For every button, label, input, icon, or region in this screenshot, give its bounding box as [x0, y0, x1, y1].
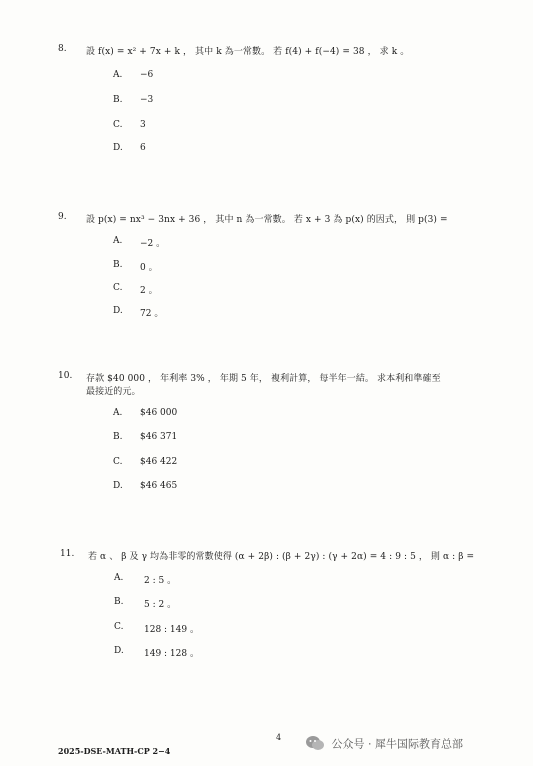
option-text: $46 422	[140, 457, 178, 467]
option-text: 6	[140, 143, 146, 153]
question-number: 10.	[58, 371, 73, 381]
exam-code: 2025-DSE-MATH-CP 2−4	[58, 746, 171, 756]
option-text: 3	[140, 120, 146, 130]
option-letter: B.	[113, 432, 123, 442]
question-number: 11.	[60, 549, 75, 559]
option-letter: A.	[113, 236, 123, 246]
watermark	[305, 735, 463, 754]
option-letter: B.	[114, 597, 124, 607]
option-letter: D.	[113, 306, 123, 316]
option-letter: A.	[113, 408, 123, 418]
option-text: 128 : 149 。	[144, 625, 199, 635]
option-text: $46 000	[140, 408, 178, 418]
option-letter: B.	[113, 260, 123, 270]
question-text: 設 f(x) = x² + 7x + k ， 其中 k 為一常數。 若 f(4) + f(−4) = 38 ， 求 k 。	[86, 47, 410, 57]
option-text: 72 。	[140, 309, 164, 319]
option-text: $46 465	[140, 481, 178, 491]
option-letter: C.	[114, 622, 124, 632]
question-number: 8.	[58, 44, 67, 54]
option-text: 5 : 2 。	[144, 600, 177, 610]
option-text: 2 。	[140, 286, 158, 296]
option-text: $46 371	[140, 432, 178, 442]
option-text: 149 : 128 。	[144, 649, 199, 659]
watermark-text: 公众号 · 犀牛国际教育总部	[331, 737, 463, 751]
option-letter: C.	[113, 457, 123, 467]
option-text: 0 。	[140, 263, 158, 273]
question-text: 設 p(x) = nx³ − 3nx + 36 ， 其中 n 為一常數。 若 x + 3 為 p(x) 的因式， 則 p(3) =	[86, 215, 448, 225]
question-text-line-1: 存款 $40 000 ， 年利率 3% ， 年期 5 年， 複利計算， 每半年一結。 求本利和準確至	[86, 374, 441, 384]
page-number: 4	[276, 733, 282, 742]
option-letter: A.	[114, 573, 124, 583]
question-text: 若 α 、 β 及 γ 均為非零的常數使得 (α + 2β) : (β + 2γ) : (γ + 2α) = 4 : 9 : 5 ， 則 α : β =	[88, 552, 475, 562]
option-text: 2 : 5 。	[144, 576, 177, 586]
option-text: −6	[140, 70, 154, 80]
option-letter: C.	[113, 283, 123, 293]
option-text: −2 。	[140, 239, 166, 249]
option-letter: D.	[113, 143, 123, 153]
option-letter: C.	[113, 120, 123, 130]
option-letter: B.	[113, 95, 123, 105]
option-letter: A.	[113, 70, 123, 80]
option-letter: D.	[113, 481, 123, 491]
question-text-line-2: 最接近的元。	[86, 387, 141, 397]
wechat-icon	[305, 735, 325, 754]
question-number: 9.	[58, 212, 67, 222]
option-letter: D.	[114, 646, 124, 656]
option-text: −3	[140, 95, 154, 105]
